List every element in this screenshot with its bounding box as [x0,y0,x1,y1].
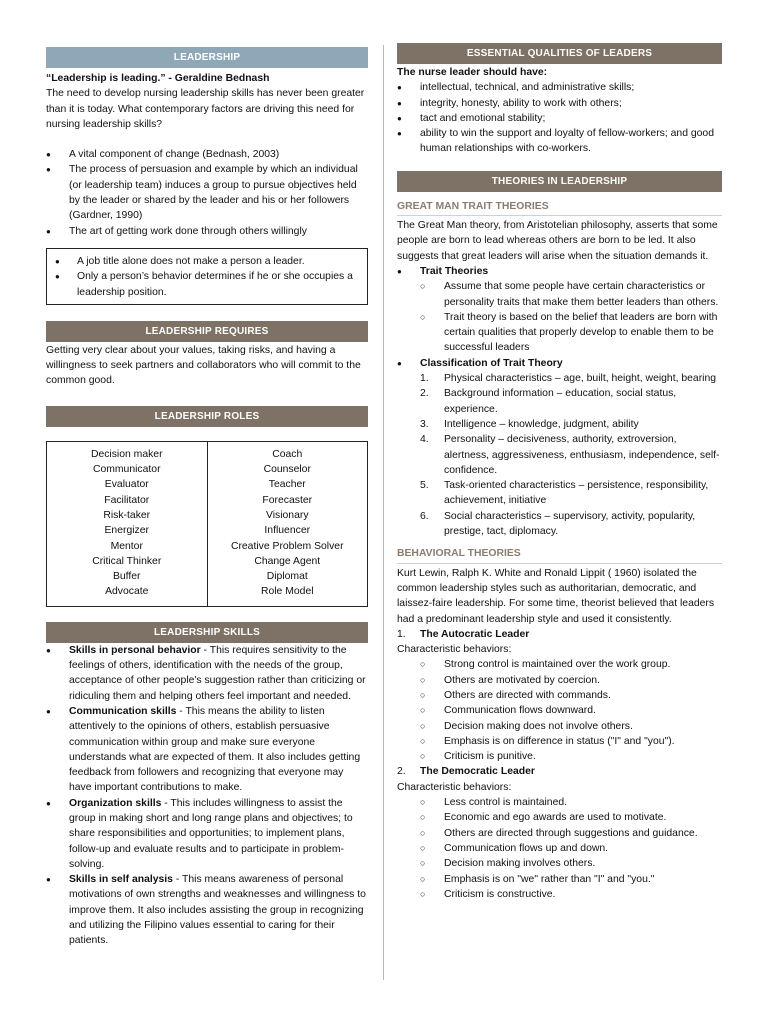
great-man-paragraph: The Great Man theory, from Aristotelian philosophy, asserts that some people are born to lead whereas others are born to be led. It also suggests that great leaders will arise when the situation demands it. [397,220,718,262]
skill-description: - This includes willingness to assist the group in making short and long range plans and objectives; to share responsibilities and opportunities; to implement plans, follow-up and evaluate results and to participate in problem-solving. [69,797,353,870]
role-item: Teacher [268,479,306,491]
roles-table [46,441,368,607]
autocratic-number: 1. [397,628,406,640]
definitions-list [46,147,368,239]
classification-item [397,386,722,417]
skill-term: Skills in self analysis [69,874,173,886]
skill-description: - This requires sensitivity to the feelings of others, identification with the needs of the group, acceptance of other people's suggestion rather than criticizing or ridiculing them and helping others feel important and needed. [69,644,366,702]
democratic-char-label: Characteristic behaviors: [397,781,512,793]
note-box-item: ● Only a person’s behavior determines if he or she occupies a leadership position. [55,269,359,300]
role-item: Creative Problem Solver [230,540,344,552]
role-item: Forecaster [262,494,313,506]
autocratic-item: ○ Others are motivated by coercion. [397,673,722,688]
classification-text: Physical characteristics – age, built, height, weight, bearing [444,373,717,385]
great-man-title: GREAT MAN TRAIT THEORIES [397,199,722,216]
role-item: Decision maker [90,448,163,460]
role-item: Role Model [260,586,314,598]
role-item: Diplomat [266,571,308,583]
role-item: Counselor [263,464,311,476]
quality-item: ● intellectual, technical, and administrative skills; [397,80,722,95]
definition-item: ● The process of persuasion and example by which an individual (or leadership team) induces a group to pursue objectives held by the leader or shared by the leader and his or her followers (Gardner, 1990) [46,162,368,223]
democratic-list [397,795,722,902]
democratic-item: ○ Criticism is constructive. [397,887,722,902]
note-box-item: ● A job title alone does not make a person a leader. [55,254,359,269]
skill-item [46,872,368,948]
autocratic-item: ○ Communication flows downward. [397,703,722,718]
classification-bullet [397,356,722,371]
role-item: Critical Thinker [92,555,162,567]
skills-header: LEADERSHIP SKILLS [46,622,368,643]
skill-term: Skills in personal behavior [69,644,201,656]
autocratic-item: ○ Strong control is maintained over the work group. [397,657,722,672]
role-item: Visionary [265,509,309,521]
classification-number: 2. [420,388,429,400]
note-box [46,248,368,305]
role-item: Coach [272,448,303,460]
classification-text: Social characteristics – supervisory, activity, popularity, prestige, tact, diplomacy. [444,510,696,538]
classification-item [397,417,722,432]
role-item: Mentor [110,540,143,552]
classification-item [397,509,722,540]
quote-text: “Leadership is leading.” [46,73,166,84]
skill-term: Communication skills [69,705,177,717]
skill-description: - This means the ability to listen attentively to the opinions of others, establish persuasive communication within group and make sure everyone understands what are expected of them. It also includes getting feedback from followers and recognizing that everyone may have important contributions to make. [69,705,361,794]
democratic-number: 2. [397,766,406,778]
classification-title: Classification of Trait Theory [420,357,563,369]
role-item: Evaluator [104,479,149,491]
trait-theories-title: Trait Theories [420,265,489,277]
democratic-item: ○ Decision making involves others. [397,856,722,871]
intro-paragraph: The need to develop nursing leadership skills has never been greater than it is today. What contemporary factors are driving this need for nursing leadership skills? [46,88,365,130]
requires-header: LEADERSHIP REQUIRES [46,321,368,342]
requires-paragraph: Getting very clear about your values, taking risks, and having a willingness to seek partners and collaborators who will commit to the common good. [46,344,361,387]
right-column [397,43,722,902]
role-item: Change Agent [254,555,321,567]
leadership-header: LEADERSHIP [46,47,368,68]
role-item: Risk-taker [103,509,151,521]
trait-items-list [397,279,722,355]
quote-author: - Geraldine Bednash [165,73,270,84]
autocratic-item: ○ Emphasis is on difference in status ("I" and "you"). [397,734,722,749]
autocratic-title: The Autocratic Leader [420,628,530,640]
autocratic-char-label: Characteristic behaviors: [397,644,512,656]
classification-text: Task-oriented characteristics – persistence, responsibility, achievement, initiative [444,480,709,507]
skill-item [46,796,368,872]
classification-number: 1. [420,373,429,385]
role-item: Advocate [105,586,149,598]
classification-item [397,371,722,386]
theories-header: THEORIES IN LEADERSHIP [397,171,722,192]
column-divider [383,45,384,980]
qualities-header: ESSENTIAL QUALITIES OF LEADERS [397,43,722,64]
trait-theories-bullet [397,264,722,279]
definition-item: ● The art of getting work done through others willingly [46,224,368,239]
classification-list [397,371,722,539]
qualities-lead [397,65,722,80]
skill-item [46,704,368,796]
note-box-list [55,254,359,300]
autocratic-item: ○ Criticism is punitive. [397,749,722,764]
skills-list [46,643,368,949]
qualities-list [397,80,722,156]
democratic-item: ○ Economic and ego awards are used to motivate. [397,810,722,825]
roles-header: LEADERSHIP ROLES [46,406,368,427]
roles-column-right [207,441,368,606]
autocratic-list [397,657,722,764]
behavioral-title: BEHAVIORAL THEORIES [397,546,722,563]
quality-item: ● integrity, honesty, ability to work with others; [397,96,722,111]
left-column [46,47,368,949]
classification-number: 5. [420,480,429,492]
skill-item [46,643,368,704]
classification-text: Background information – education, social status, experience. [444,388,677,415]
autocratic-heading [397,627,722,642]
classification-number: 4. [420,434,429,446]
role-item: Buffer [112,571,141,583]
role-item: Facilitator [104,494,150,506]
democratic-heading [397,764,722,779]
skill-term: Organization skills [69,797,162,809]
classification-item [397,478,722,509]
democratic-title: The Democratic Leader [420,766,535,778]
classification-item [397,432,722,478]
classification-number: 3. [420,418,429,430]
autocratic-item: ○ Decision making does not involve others. [397,719,722,734]
quality-item: ● ability to win the support and loyalty of fellow-workers; and good human relationships with co-workers. [397,126,722,157]
qualities-lead-text: The nurse leader should have: [397,67,548,78]
quality-item: ● tact and emotional stability; [397,111,722,126]
democratic-item: ○ Others are directed through suggestions and guidance. [397,826,722,841]
democratic-item: ○ Less control is maintained. [397,795,722,810]
classification-text: Intelligence – knowledge, judgment, ability [444,418,639,430]
democratic-item: ○ Communication flows up and down. [397,841,722,856]
trait-item: ○ Assume that some people have certain characteristics or personality traits that make them better leaders than others. [397,279,722,310]
classification-text: Personality – decisiveness, authority, extroversion, alertness, aggressiveness, enthusiasm, independence, self-confidence. [444,434,720,476]
role-item: Energizer [104,525,149,537]
trait-item: ○ Trait theory is based on the belief that leaders are born with certain qualities that properly develop to enable them to be successful leaders [397,310,722,356]
behavioral-paragraph: Kurt Lewin, Ralph K. White and Ronald Lippit ( 1960) isolated the common leadership styles such as authoritarian, democratic, and laissez-faire leadership. For some time, theorist believed that leaders had a predominant leadership style and used it consistently. [397,567,715,625]
role-item: Influencer [264,525,311,537]
classification-number: 6. [420,510,429,522]
skill-description: - This means awareness of personal motivations of own strengths and weaknesses and willingness to improve them. It also includes assisting the group in recognizing and utilizing the Filipino values essential to caring for their patients. [69,874,366,947]
roles-column-left [47,441,208,606]
definition-item: ● A vital component of change (Bednash, 2003) [46,147,368,162]
autocratic-item: ○ Others are directed with commands. [397,688,722,703]
quote [46,71,368,86]
democratic-item: ○ Emphasis is on "we" rather than "I" and "you." [397,872,722,887]
role-item: Communicator [92,464,161,476]
